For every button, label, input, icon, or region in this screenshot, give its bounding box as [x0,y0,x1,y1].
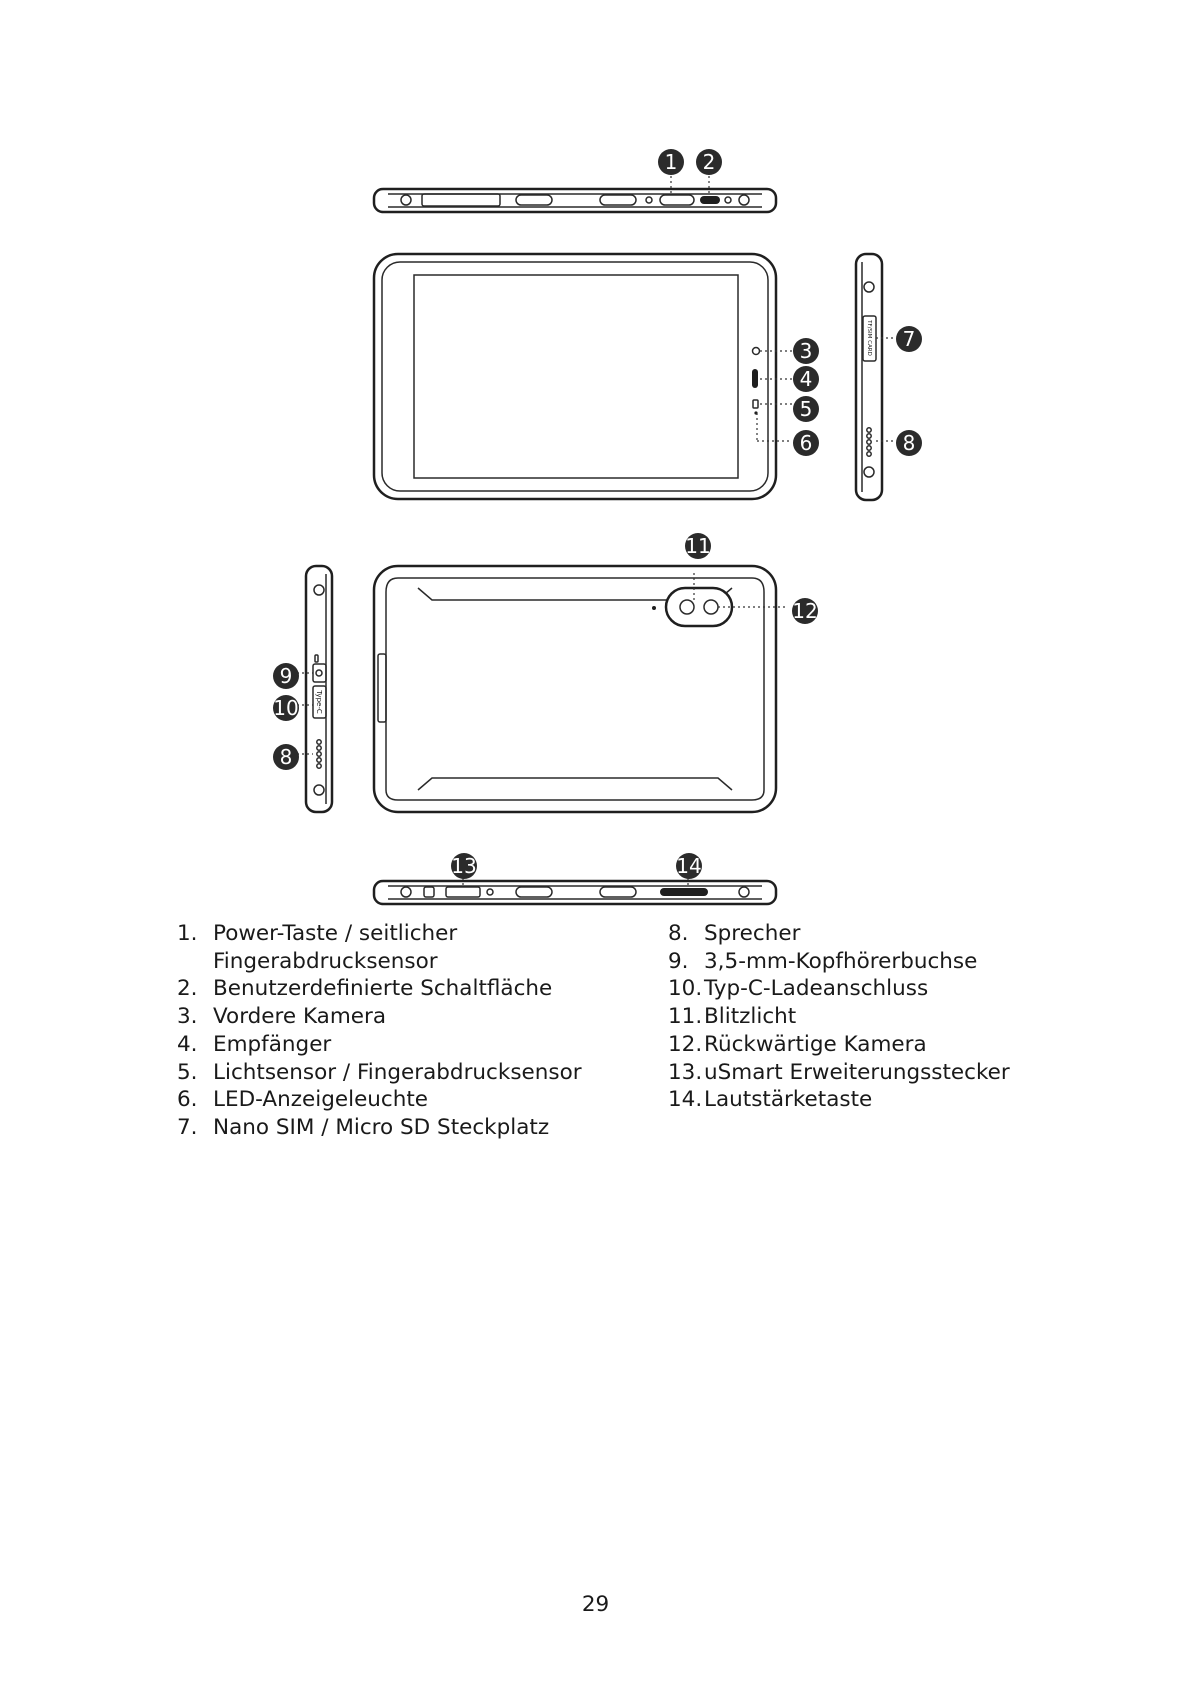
legend-item [177,1086,617,1114]
callout-6 [793,430,819,456]
legend-text: LED-Anzeigeleuchte [213,1087,429,1113]
legend-item [668,975,1088,1003]
svg-text:7: 7 [902,327,916,351]
bottom-edge-view [374,881,776,904]
callout-12 [792,598,818,624]
back-view [374,566,776,812]
svg-text:11: 11 [685,534,711,558]
svg-text:10: 10 [273,696,299,720]
callout-8-left [273,744,299,770]
top-edge-view [374,189,776,212]
svg-text:14: 14 [676,854,702,878]
legend-text: Nano SIM / Micro SD Steckplatz [213,1114,550,1140]
legend-item [177,1114,617,1142]
legend-number: 11. [668,1004,703,1030]
svg-text:9: 9 [279,664,293,688]
legend-item [177,1031,617,1059]
left-side-view [306,566,332,812]
svg-text:6: 6 [799,431,813,455]
legend-item [177,920,617,975]
legend-number: 1. [177,921,198,946]
legend-text: Lautstärketaste [704,1087,873,1113]
callout-14 [676,853,702,879]
svg-text:1: 1 [664,150,678,174]
legend-number: 10. [668,976,703,1002]
legend-text: Lichtsensor / Fingerabdrucksensor [213,1059,582,1085]
svg-text:5: 5 [799,397,813,421]
callout-4 [793,366,819,392]
legend-text: Rückwärtige Kamera [704,1031,927,1057]
svg-text:3: 3 [799,339,813,363]
legend-left-list [177,920,617,1142]
legend-text: Power-Taste / seitlicher Fingerabdrucksensor [213,921,458,974]
legend-item [668,948,1088,976]
callout-3 [793,338,819,364]
legend-item [177,975,617,1003]
front-view [374,254,776,499]
svg-text:8: 8 [279,745,293,769]
svg-text:12: 12 [792,599,818,623]
legend-number: 2. [177,976,198,1002]
legend-number: 7. [177,1114,198,1140]
svg-text:2: 2 [702,150,716,174]
rear-camera-module [666,588,732,626]
callout-1 [658,149,684,175]
callout-13 [451,853,477,879]
callout-11 [685,533,711,559]
legend-text: Typ-C-Ladeanschluss [704,976,929,1002]
volume-button [660,888,708,896]
legend-number: 13. [668,1059,703,1085]
callout-9 [273,663,299,689]
legend-number: 3. [177,1004,198,1030]
legend-number: 12. [668,1031,703,1057]
callout-10 [273,695,299,721]
svg-text:8: 8 [902,431,916,455]
page-number: 29 [581,1592,610,1617]
legend-item [668,920,1088,948]
legend-number: 5. [177,1059,198,1085]
legend-number: 14. [668,1087,703,1113]
sim-slot-label: TF/SIM CARD [866,320,872,356]
legend-text: Empfänger [213,1031,332,1057]
svg-text:4: 4 [799,367,813,391]
legend-text: Blitzlicht [704,1004,797,1030]
legend-number: 9. [668,948,689,974]
legend-number: 8. [668,921,689,946]
legend-text: Vordere Kamera [213,1004,387,1030]
legend-item [177,1059,617,1087]
legend-item [668,1059,1088,1087]
callout-5 [793,396,819,422]
legend-text: Sprecher [704,921,801,946]
legend-item [177,1003,617,1031]
legend-number: 4. [177,1031,198,1057]
type-c-label: Type-C [315,690,323,714]
svg-text:13: 13 [451,854,477,878]
legend-text: 3,5-mm-Kopfhörerbuchse [704,948,978,974]
callout-8-right [896,430,922,456]
legend-item [668,1031,1088,1059]
receiver [752,369,758,388]
custom-button-top [700,196,720,204]
legend-text: Benutzerdefinierte Schaltfläche [213,976,553,1002]
callout-2 [696,149,722,175]
legend-item [668,1003,1088,1031]
legend-text: uSmart Erweiterungsstecker [704,1059,1010,1085]
legend-right-list [668,920,1088,1114]
legend-number: 6. [177,1087,198,1113]
right-side-view [856,254,882,500]
callout-7 [896,326,922,352]
legend-item [668,1086,1088,1114]
